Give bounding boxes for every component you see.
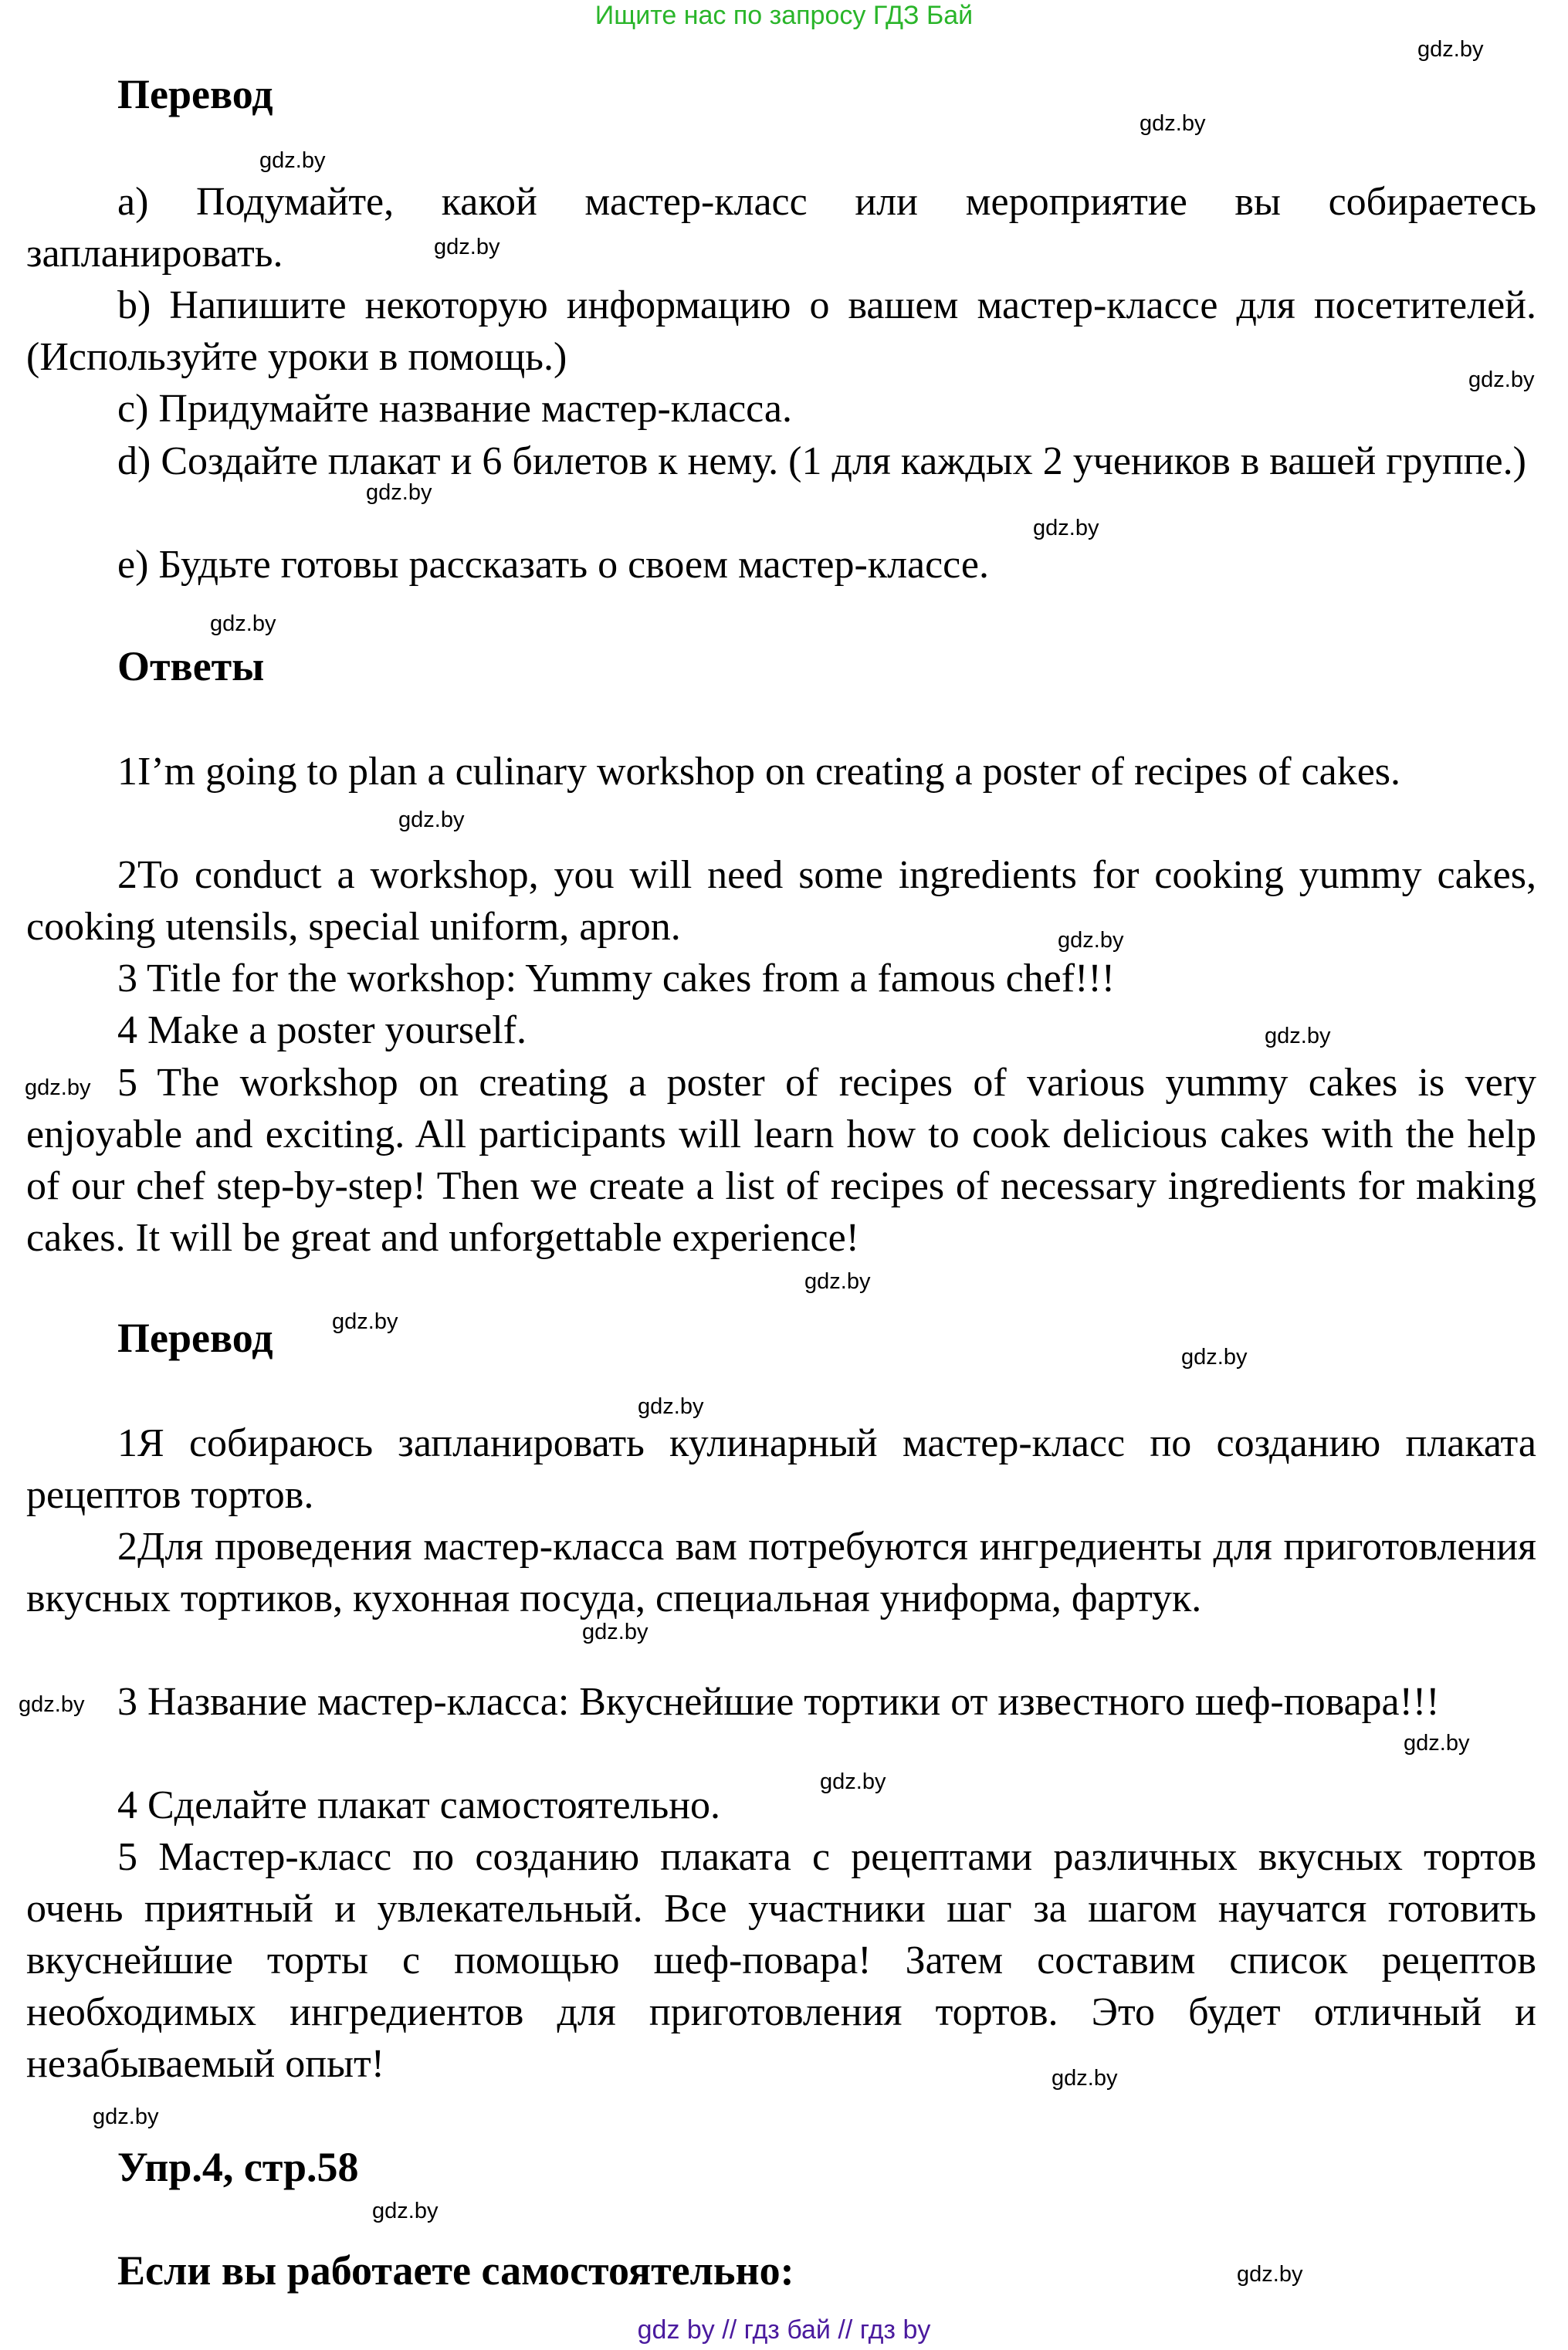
watermark: gdz.by bbox=[25, 1075, 91, 1100]
watermark: gdz.by bbox=[332, 1309, 398, 1334]
watermark: gdz.by bbox=[1417, 37, 1484, 62]
watermark: gdz.by bbox=[1265, 1024, 1331, 1048]
watermark: gdz.by bbox=[434, 235, 500, 259]
watermark: gdz.by bbox=[1404, 1731, 1470, 1756]
watermark: gdz.by bbox=[398, 808, 465, 832]
translation-1-item-d: d) Создайте плакат и 6 билетов к нему. (1 для каждых 2 учеников в вашей группе.) bbox=[117, 439, 1526, 483]
watermark: gdz.by bbox=[372, 2199, 439, 2223]
exercise-heading: Упр.4, стр.58 bbox=[117, 2144, 359, 2190]
watermark: gdz.by bbox=[1237, 2262, 1303, 2287]
watermark: gdz.by bbox=[1058, 928, 1124, 953]
translation-2-item-4: 4 Сделайте плакат самостоятельно. bbox=[117, 1783, 721, 1827]
translation-2-item-1: 1Я собираюсь запланировать кулинарный мастер-класс по созданию плаката рецептов тортов. bbox=[26, 1421, 1536, 1517]
watermark: gdz.by bbox=[366, 480, 432, 505]
top-banner[interactable]: Ищите нас по запросу ГДЗ Бай bbox=[594, 1, 974, 30]
section-heading-translation-2: Перевод bbox=[117, 1315, 273, 1361]
translation-1-item-b: b) Напишите некоторую информацию о вашем мастер-классе для посетителей. (Используйте уроки в помощь.) bbox=[26, 283, 1536, 379]
translation-1-item-c: с) Придумайте название мастер-класса. bbox=[117, 387, 792, 431]
watermark: gdz.by bbox=[804, 1269, 871, 1294]
answer-item-3: 3 Title for the workshop: Yummy cakes from a famous chef!!! bbox=[117, 957, 1116, 1001]
watermark: gdz.by bbox=[19, 1692, 85, 1717]
watermark: gdz.by bbox=[93, 2105, 159, 2129]
translation-2-item-2: 2Для проведения мастер-класса вам потребуются ингредиенты для приготовления вкусных тортиков, кухонная посуда, специальная униформа, фартук. bbox=[26, 1525, 1536, 1620]
section-heading-translation-1: Перевод bbox=[117, 71, 273, 117]
watermark: gdz.by bbox=[1033, 516, 1099, 540]
watermark: gdz.by bbox=[210, 611, 276, 636]
exercise-subheading: Если вы работаете самостоятельно: bbox=[117, 2247, 794, 2294]
watermark: gdz.by bbox=[1468, 367, 1535, 392]
answer-item-5: 5 The workshop on creating a poster of recipes of various yummy cakes is very enjoyable and exciting. All participants will learn how to cook delicious cakes with the help of our chef step-by-step! Then we create a list of recipes of necessary ingredients for making cakes. It will be great and unforgettable experience! bbox=[26, 1061, 1536, 1260]
section-heading-answers: Ответы bbox=[117, 643, 265, 689]
translation-2-item-5: 5 Мастер-класс по созданию плаката с рецептами различных вкусных тортов очень приятный и увлекательный. Все участники шаг за шагом научатся готовить вкуснейшие торты с помощью шеф-повара! Затем составим список рецептов необходимых ингредиентов для приготовления тортов. Это будет отличный и незабываемый опыт! bbox=[26, 1835, 1536, 2086]
watermark: gdz.by bbox=[582, 1620, 649, 1644]
translation-1-item-a: а) Подумайте, какой мастер-класс или мероприятие вы собираетесь запланировать. bbox=[26, 180, 1536, 276]
watermark: gdz.by bbox=[1052, 2066, 1118, 2091]
bottom-banner[interactable]: gdz by // гдз бай // гдз by bbox=[637, 2315, 931, 2345]
answer-item-1: 1I’m going to plan a culinary workshop on creating a poster of recipes of cakes. bbox=[117, 750, 1401, 794]
watermark: gdz.by bbox=[259, 148, 326, 173]
watermark: gdz.by bbox=[1140, 111, 1206, 136]
watermark: gdz.by bbox=[1181, 1345, 1248, 1370]
watermark: gdz.by bbox=[638, 1394, 704, 1419]
answer-item-2: 2To conduct a workshop, you will need some ingredients for cooking yummy cakes, cooking utensils, special uniform, apron. bbox=[26, 853, 1536, 949]
watermark: gdz.by bbox=[820, 1769, 886, 1794]
answer-item-4: 4 Make a poster yourself. bbox=[117, 1008, 527, 1052]
translation-1-item-e: е) Будьте готовы рассказать о своем мастер-классе. bbox=[117, 543, 989, 587]
translation-2-item-3: 3 Название мастер-класса: Вкуснейшие тортики от известного шеф-повара!!! bbox=[117, 1680, 1440, 1724]
